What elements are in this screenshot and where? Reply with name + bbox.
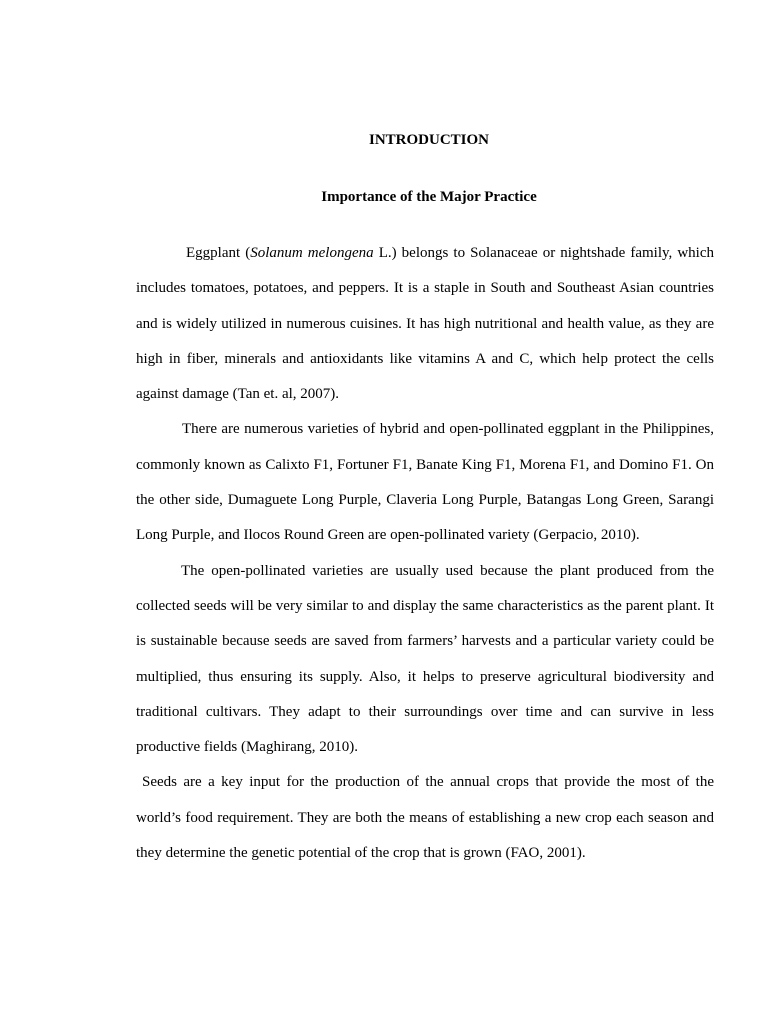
paragraph-varieties: There are numerous varieties of hybrid and open-pollinated eggplant in the Philippines, commonly known as Calixto F1, Fortuner F1, Banate King F1, Morena F1, and Domino F1. On the other side, Dumaguete Long Purple, Claveria Long Purple, Batangas Long Green, Sarangi Long Purple, and Ilocos Round Green are open-pollinated variety (Gerpacio, 2010).	[136, 421, 714, 544]
scientific-name: Solanum melongena	[250, 245, 374, 261]
paragraph-eggplant	[136, 236, 714, 412]
paragraph-text-rest: L.) belongs to Solanaceae or nightshade family, which includes tomatoes, potatoes, and peppers. It is a staple in South and Southeast Asian countries and is widely utilized in numerous cuisines. It has high nutritional and health value, as they are high in fiber, minerals and antioxidants like vitamins A and C, which help protect the cells against damage (Tan et. al, 2007).	[136, 245, 714, 403]
body-text	[136, 236, 714, 871]
section-title: INTRODUCTION	[368, 132, 489, 148]
subsection-title: Importance of the Major Practice	[321, 189, 537, 205]
paragraph-seeds: Seeds are a key input for the production of the annual crops that provide the most of the world’s food requirement. They are both the means of establishing a new crop each season and they determine the genetic potential of the crop that is grown (FAO, 2001).	[136, 774, 714, 862]
paragraph-text-start: Eggplant (	[186, 245, 251, 261]
paragraph-open-pollinated: The open-pollinated varieties are usually used because the plant produced from the collected seeds will be very similar to and display the same characteristics as the parent plant. It is sustainable because seeds are saved from farmers’ harvests and a particular variety could be multiplied, thus ensuring its supply. Also, it helps to preserve agricultural biodiversity and traditional cultivars. They adapt to their surroundings over time and can survive in less productive fields (Maghirang, 2010).	[136, 562, 714, 756]
